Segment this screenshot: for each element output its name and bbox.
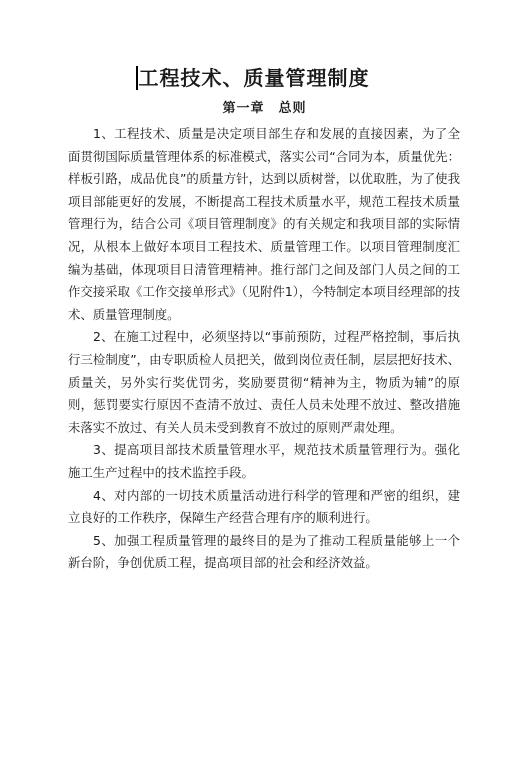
- paragraph-5: 5、加强工程质量管理的最终目的是为了推动工程质量能够上一个新台阶，争创优质工程，提高项目部的社会和经济效益。: [68, 532, 460, 571]
- document-title: [136, 62, 436, 91]
- paragraph-3: 3、提高项目部技术质量管理水平，规范技术质量管理行为。强化施工生产过程中的技术监控手段。: [68, 442, 460, 480]
- text-cursor: [136, 66, 138, 90]
- paragraph-1: 1、工程技术、质量是决定项目部生存和发展的直接因素，为了全面贯彻国际质量管理体系的标准模式，落实公司“合同为本，质量优先：样板引路，成品优良”的质量方针，达到以质树誉，以优取胜，为了使我项目部能更好的发展，不断提高工程技术质量水平，规范工程技术质量管理行为，结合公司《项目管理制度》的有关规定和我项目部的实际情况，从根本上做好本项目工程技术、质量管理工作。以项目管理制度汇编为基础，体现项目日清管理精神。推行部门之间及部门人员之间的工作交接采取《工作交接单形式》（见附件1），今特制定本项目经理部的技术、质量管理制度。: [68, 126, 460, 322]
- paragraph-2: 2、在施工过程中，必须坚持以“事前预防，过程严格控制，事后执行三检制度”，由专职质检人员把关，做到岗位责任制，层层把好技术、质量关，另外实行奖优罚劣，奖励要贯彻“精神为主，物质为辅”的原则，惩罚要实行原因不查清不放过、责任人员未处理不放过、整改措施未落实不放过、有关人员未受到教育不放过的原则严肃处理。: [68, 329, 460, 435]
- chapter-heading: 第一章 总则: [222, 101, 307, 116]
- document-title-text: 工程技术、质量管理制度: [138, 66, 370, 90]
- document-body: [68, 123, 460, 575]
- paragraph-4: 4、对内部的一切技术质量活动进行科学的管理和严密的组织，建立良好的工作秩序，保障生产经营合理有序的顺利进行。: [68, 487, 460, 526]
